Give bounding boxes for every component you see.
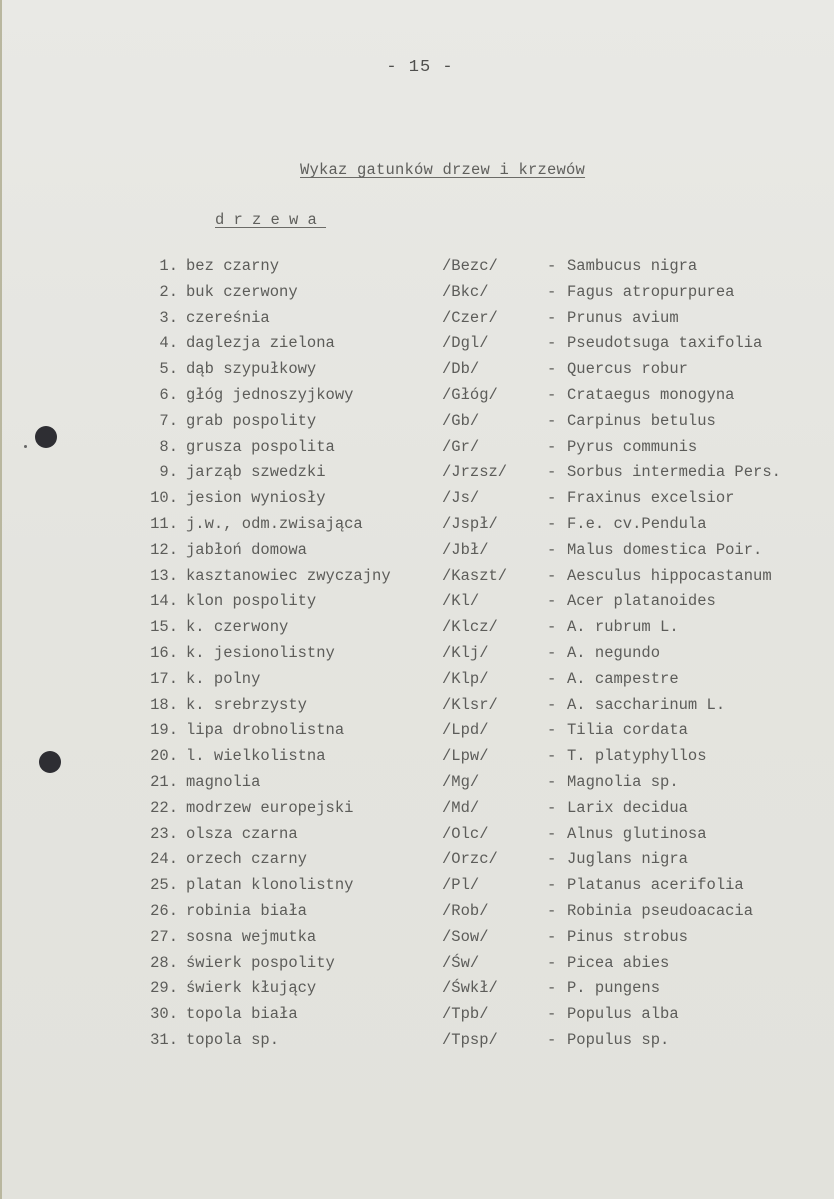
- separator-dash: -: [547, 850, 557, 869]
- entry-number: 19.: [150, 721, 178, 740]
- separator-dash: -: [547, 772, 557, 791]
- species-row: [0, 873, 834, 899]
- latin-name: Populus alba: [567, 1005, 679, 1024]
- entry-number: 2.: [159, 282, 178, 301]
- latin-name: Aesculus hippocastanum: [567, 566, 772, 585]
- species-row: [0, 796, 834, 822]
- separator-dash: -: [547, 747, 557, 766]
- entry-number: 9.: [159, 463, 178, 482]
- entry-number: 18.: [150, 695, 178, 714]
- latin-name: Pinus strobus: [567, 927, 688, 946]
- entry-number: 14.: [150, 592, 178, 611]
- separator-dash: -: [547, 824, 557, 843]
- polish-name: dąb szypułkowy: [186, 360, 317, 379]
- latin-name: Carpinus betulus: [567, 411, 716, 430]
- separator-dash: -: [547, 566, 557, 585]
- abbreviation: /Mg/: [442, 772, 480, 791]
- abbreviation: /Głóg/: [442, 385, 498, 404]
- polish-name: topola sp.: [186, 1030, 280, 1049]
- separator-dash: -: [547, 437, 557, 456]
- entry-number: 12.: [150, 540, 178, 559]
- latin-name: Fraxinus excelsior: [567, 489, 735, 508]
- separator-dash: -: [547, 721, 557, 740]
- polish-name: świerk kłujący: [186, 979, 317, 998]
- species-list: [0, 254, 834, 1054]
- separator-dash: -: [547, 979, 557, 998]
- abbreviation: /Sow/: [442, 927, 489, 946]
- abbreviation: /Bezc/: [442, 257, 498, 275]
- abbreviation: /Kaszt/: [442, 566, 508, 585]
- species-row: [0, 254, 834, 280]
- entry-number: 21.: [150, 772, 178, 791]
- separator-dash: -: [547, 1030, 557, 1049]
- polish-name: k. czerwony: [186, 618, 289, 637]
- abbreviation: /Św/: [442, 953, 480, 972]
- entry-number: 1.: [159, 257, 178, 275]
- entry-number: 10.: [150, 489, 178, 508]
- latin-name: Quercus robur: [567, 360, 688, 379]
- latin-name: Sorbus intermedia Pers.: [567, 463, 781, 482]
- polish-name: k. polny: [186, 669, 261, 688]
- species-row: [0, 667, 834, 693]
- abbreviation: /Orzc/: [442, 850, 498, 869]
- page-number: - 15 -: [386, 58, 454, 77]
- latin-name: Robinia pseudoacacia: [567, 901, 754, 920]
- abbreviation: /Jspł/: [442, 514, 498, 533]
- polish-name: jesion wyniosły: [186, 489, 326, 508]
- species-row: [0, 564, 834, 590]
- separator-dash: -: [547, 308, 557, 327]
- separator-dash: -: [547, 592, 557, 611]
- species-row: [0, 718, 834, 744]
- latin-name: Sambucus nigra: [567, 257, 698, 275]
- abbreviation: /Lpw/: [442, 747, 489, 766]
- polish-name: grab pospolity: [186, 411, 317, 430]
- separator-dash: -: [547, 901, 557, 920]
- species-row: [0, 589, 834, 615]
- polish-name: lipa drobnolistna: [186, 721, 345, 740]
- entry-number: 5.: [159, 360, 178, 379]
- polish-name: czereśnia: [186, 308, 270, 327]
- separator-dash: -: [547, 360, 557, 379]
- species-row: [0, 976, 834, 1002]
- species-row: [0, 822, 834, 848]
- latin-name: Pyrus communis: [567, 437, 698, 456]
- species-row: [0, 512, 834, 538]
- polish-name: robinia biała: [186, 901, 307, 920]
- polish-name: buk czerwony: [186, 282, 298, 301]
- latin-name: Alnus glutinosa: [567, 824, 707, 843]
- separator-dash: -: [547, 695, 557, 714]
- polish-name: topola biała: [186, 1005, 298, 1024]
- abbreviation: /Klp/: [442, 669, 489, 688]
- entry-number: 6.: [159, 385, 178, 404]
- latin-name: A. saccharinum L.: [567, 695, 726, 714]
- species-row: [0, 486, 834, 512]
- entry-number: 15.: [150, 618, 178, 637]
- polish-name: bez czarny: [186, 257, 280, 275]
- separator-dash: -: [547, 953, 557, 972]
- latin-name: Acer platanoides: [567, 592, 716, 611]
- latin-name: Larix decidua: [567, 798, 688, 817]
- separator-dash: -: [547, 669, 557, 688]
- entry-number: 11.: [150, 514, 178, 533]
- entry-number: 7.: [159, 411, 178, 430]
- entry-number: 28.: [150, 953, 178, 972]
- polish-name: świerk pospolity: [186, 953, 335, 972]
- separator-dash: -: [547, 927, 557, 946]
- abbreviation: /Md/: [442, 798, 480, 817]
- latin-name: Populus sp.: [567, 1030, 670, 1049]
- entry-number: 26.: [150, 901, 178, 920]
- abbreviation: /Kl/: [442, 592, 480, 611]
- latin-name: Magnolia sp.: [567, 772, 679, 791]
- separator-dash: -: [547, 489, 557, 508]
- entry-number: 31.: [150, 1030, 178, 1049]
- separator-dash: -: [547, 334, 557, 353]
- species-row: [0, 435, 834, 461]
- entry-number: 23.: [150, 824, 178, 843]
- entry-number: 24.: [150, 850, 178, 869]
- abbreviation: /Js/: [442, 489, 480, 508]
- entry-number: 13.: [150, 566, 178, 585]
- abbreviation: /Gb/: [442, 411, 480, 430]
- polish-name: l. wielkolistna: [186, 747, 326, 766]
- entry-number: 20.: [150, 747, 178, 766]
- separator-dash: -: [547, 463, 557, 482]
- document-title: Wykaz gatunków drzew i krzewów: [300, 161, 586, 179]
- entry-number: 17.: [150, 669, 178, 688]
- separator-dash: -: [547, 798, 557, 817]
- latin-name: Pseudotsuga taxifolia: [567, 334, 763, 353]
- latin-name: T. platyphyllos: [567, 747, 707, 766]
- abbreviation: /Db/: [442, 360, 480, 379]
- latin-name: Platanus acerifolia: [567, 876, 744, 895]
- latin-name: F.e. cv.Pendula: [567, 514, 707, 533]
- latin-name: Malus domestica Poir.: [567, 540, 763, 559]
- latin-name: Fagus atropurpurea: [567, 282, 735, 301]
- polish-name: kasztanowiec zwyczajny: [186, 566, 391, 585]
- species-row: [0, 925, 834, 951]
- abbreviation: /Czer/: [442, 308, 498, 327]
- abbreviation: /Tpsp/: [442, 1030, 498, 1049]
- entry-number: 29.: [150, 979, 178, 998]
- abbreviation: /Bkc/: [442, 282, 489, 301]
- latin-name: P. pungens: [567, 979, 661, 998]
- section-heading: drzewa: [215, 211, 327, 229]
- species-row: [0, 280, 834, 306]
- abbreviation: /Jbł/: [442, 540, 489, 559]
- entry-number: 30.: [150, 1005, 178, 1024]
- species-row: [0, 1002, 834, 1028]
- species-row: [0, 357, 834, 383]
- abbreviation: /Klj/: [442, 643, 489, 662]
- abbreviation: /Klcz/: [442, 618, 498, 637]
- separator-dash: -: [547, 282, 557, 301]
- abbreviation: /Klsr/: [442, 695, 498, 714]
- abbreviation: /Gr/: [442, 437, 480, 456]
- entry-number: 25.: [150, 876, 178, 895]
- species-row: [0, 460, 834, 486]
- separator-dash: -: [547, 385, 557, 404]
- species-row: [0, 847, 834, 873]
- latin-name: Crataegus monogyna: [567, 385, 735, 404]
- abbreviation: /Lpd/: [442, 721, 489, 740]
- polish-name: głóg jednoszyjkowy: [186, 385, 354, 404]
- species-row: [0, 744, 834, 770]
- abbreviation: /Rob/: [442, 901, 489, 920]
- latin-name: Tilia cordata: [567, 721, 688, 740]
- latin-name: Picea abies: [567, 953, 670, 972]
- species-row: [0, 383, 834, 409]
- species-row: [0, 899, 834, 925]
- polish-name: jabłoń domowa: [186, 540, 307, 559]
- polish-name: k. jesionolistny: [186, 643, 335, 662]
- abbreviation: /Olc/: [442, 824, 489, 843]
- abbreviation: /Jrzsz/: [442, 463, 508, 482]
- species-row: [0, 306, 834, 332]
- abbreviation: /Tpb/: [442, 1005, 489, 1024]
- separator-dash: -: [547, 1005, 557, 1024]
- species-row: [0, 693, 834, 719]
- abbreviation: /Śwkł/: [442, 979, 498, 998]
- polish-name: magnolia: [186, 772, 261, 791]
- polish-name: klon pospolity: [186, 592, 317, 611]
- entry-number: 3.: [159, 308, 178, 327]
- separator-dash: -: [547, 411, 557, 430]
- species-row: [0, 770, 834, 796]
- species-row: [0, 615, 834, 641]
- separator-dash: -: [547, 876, 557, 895]
- abbreviation: /Dgl/: [442, 334, 489, 353]
- separator-dash: -: [547, 514, 557, 533]
- latin-name: Juglans nigra: [567, 850, 688, 869]
- polish-name: platan klonolistny: [186, 876, 354, 895]
- polish-name: j.w., odm.zwisająca: [186, 514, 363, 533]
- separator-dash: -: [547, 540, 557, 559]
- latin-name: A. rubrum L.: [567, 618, 679, 637]
- separator-dash: -: [547, 257, 557, 275]
- species-row: [0, 538, 834, 564]
- entry-number: 16.: [150, 643, 178, 662]
- entry-number: 27.: [150, 927, 178, 946]
- species-row: [0, 1028, 834, 1054]
- polish-name: modrzew europejski: [186, 798, 354, 817]
- latin-name: A. campestre: [567, 669, 679, 688]
- entry-number: 8.: [159, 437, 178, 456]
- entry-number: 22.: [150, 798, 178, 817]
- entry-number: 4.: [159, 334, 178, 353]
- species-row: [0, 331, 834, 357]
- polish-name: olsza czarna: [186, 824, 298, 843]
- separator-dash: -: [547, 618, 557, 637]
- polish-name: jarząb szwedzki: [186, 463, 326, 482]
- polish-name: daglezja zielona: [186, 334, 335, 353]
- polish-name: sosna wejmutka: [186, 927, 317, 946]
- abbreviation: /Pl/: [442, 876, 480, 895]
- separator-dash: -: [547, 643, 557, 662]
- polish-name: orzech czarny: [186, 850, 307, 869]
- polish-name: k. srebrzysty: [186, 695, 307, 714]
- species-row: [0, 951, 834, 977]
- latin-name: A. negundo: [567, 643, 661, 662]
- species-row: [0, 409, 834, 435]
- latin-name: Prunus avium: [567, 308, 679, 327]
- polish-name: grusza pospolita: [186, 437, 335, 456]
- species-row: [0, 641, 834, 667]
